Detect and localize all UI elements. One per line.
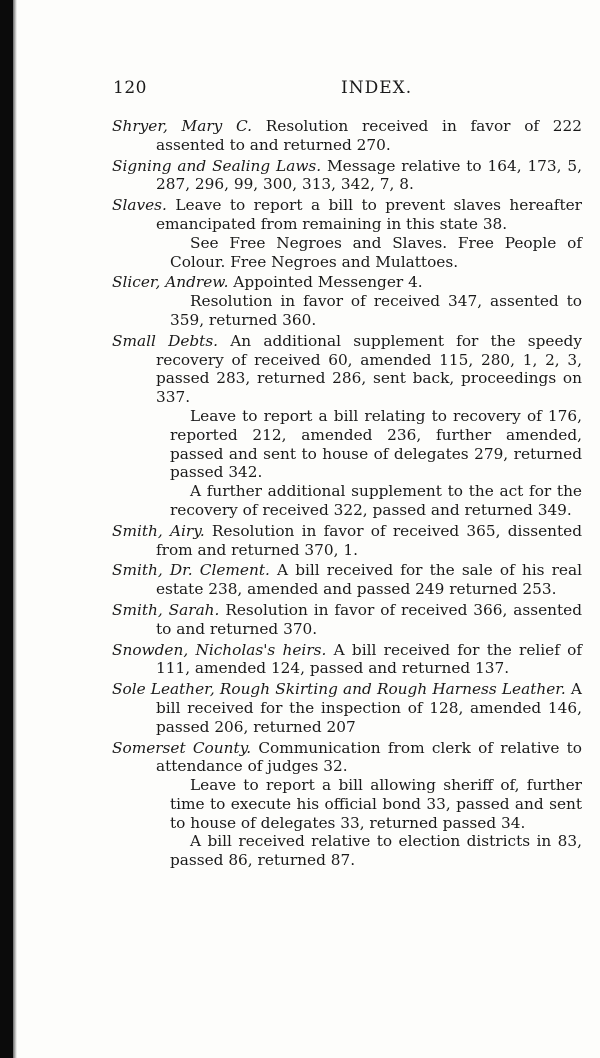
entry-detail: Leave to report a bill to prevent slaves hereafter emancipated from remaining in this state 38. [156,196,582,233]
entry-subparagraph: Leave to report a bill allowing sheriff of, further time to execute his official bond 33, passed and sent to house of delegates 33, returned passed 34. [170,776,582,832]
entry-detail: An additional supplement for the speedy recovery of received 60, amended 115, 280, 1, 2, 3, passed 283, returned 286, sent back, proceedings on 337. [156,331,582,407]
entry-detail: A bill received for the sale of his real estate 238, amended and passed 249 returned 253. [156,561,582,599]
index-entry-smith-clement [112,561,582,599]
entry-text [112,332,582,407]
index-entry-slicer [112,273,582,329]
entry-text [112,601,582,639]
entry-subparagraph: A further additional supplement to the act for the recovery of received 322, passed and returned 349. [170,482,582,519]
entry-detail: Communication from clerk of relative to attendance of judges 32. [156,738,582,776]
entry-subparagraph: Leave to report a bill relating to recovery of 176, reported 212, amended 236, further amended, passed and sent to house of delegates 279, returned passed 342. [170,406,582,482]
index-body [112,117,582,872]
entry-detail: Message relative to 164, 173, 5, 287, 296, 99, 300, 313, 342, 7, 8. [156,156,582,194]
entry-text [112,117,582,155]
entry-detail: Appointed Messenger 4. [228,273,423,292]
index-entry-smith-airy [112,522,582,560]
entry-heading: Smith, Dr. Clement. [112,561,270,580]
entry-text [112,739,582,777]
index-entry-slaves [112,196,582,271]
index-entry-snowden [112,641,582,679]
entry-detail: Resolution in favor of received 366, assented to and returned 370. [156,600,582,638]
entry-heading: Sole Leather, Rough Skirting and Rough Harness Leather. [112,680,566,699]
entry-heading: Snowden, Nicholas's heirs. [112,640,327,659]
index-entry-smith-sarah [112,601,582,639]
entry-heading: Somerset County. [112,738,252,757]
entry-heading: Slaves. [112,196,167,215]
index-entry-signing-sealing-laws [112,157,582,195]
entry-detail: A bill received for the relief of 111, amended 124, passed and returned 137. [156,640,582,678]
entry-text [112,561,582,599]
entry-text [112,196,582,234]
entry-text [112,157,582,195]
entry-heading: Smith, Airy. [112,521,205,540]
entry-subparagraph: A bill received relative to election districts in 83, passed 86, returned 87. [170,832,582,870]
entry-detail: A bill received for the inspection of 128, amended 146, passed 206, returned 207 [156,680,582,736]
running-head: INDEX. [341,78,413,98]
entry-text [112,522,582,560]
entry-subparagraph: See Free Negroes and Slaves. Free People of Colour. Free Negroes and Mulattoes. [170,233,582,271]
page-header [113,78,581,102]
entry-detail: Resolution received in favor of 222 assented to and returned 270. [156,117,582,154]
entry-heading: Small Debts. [112,331,219,350]
entry-heading: Smith, Sarah. [112,600,220,619]
index-entry-small-debts [112,332,582,520]
page-number: 120 [113,78,147,98]
index-entry-sole-leather [112,680,582,736]
entry-detail: Resolution in favor of received 365, dissented from and returned 370, 1. [156,521,582,559]
entry-subparagraph: Resolution in favor of received 347, assented to 359, returned 360. [170,292,582,329]
spine-edge [13,0,17,1058]
entry-text [112,273,582,292]
entry-heading: Shryer, Mary C. [112,117,253,135]
entry-heading: Signing and Sealing Laws. [112,156,322,175]
entry-heading: Slicer, Andrew. [112,273,229,292]
index-entry-somerset-county [112,739,582,871]
index-entry-shryer [112,117,582,155]
entry-text [112,641,582,679]
book-spine-shadow [0,0,13,1058]
entry-text [112,680,582,736]
